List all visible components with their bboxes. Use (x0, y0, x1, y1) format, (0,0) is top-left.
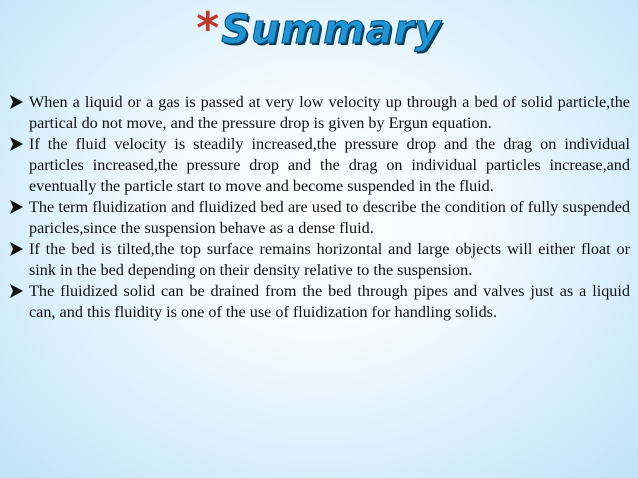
bullet-text: The fluidized solid can be drained from the bed through pipes and valves just as a liquid can, and this fluidity is one of the use of fluidization for handling solids. (29, 282, 630, 321)
bullet-item (9, 239, 630, 281)
bullet-item (9, 281, 630, 323)
title-text: Summary (221, 7, 442, 53)
arrowhead-bullet-icon (9, 200, 24, 214)
bullet-item (9, 134, 630, 197)
arrowhead-bullet-icon (9, 284, 24, 298)
bullet-item (9, 92, 630, 134)
bullet-text: If the bed is tilted,the top surface remains horizontal and large objects will either float or sink in the bed depending on their density relative to the suspension. (29, 240, 630, 279)
slide-title (0, 2, 638, 58)
arrowhead-bullet-icon (9, 95, 24, 109)
title-star-icon: * (196, 3, 220, 54)
bullet-list (9, 92, 630, 323)
arrowhead-bullet-icon (9, 137, 24, 151)
bullet-text: If the fluid velocity is steadily increased,the pressure drop and the drag on individual particles increased,the pressure drop and the drag on individual particles increase,and eventually the particle start to move and become suspended in the fluid. (29, 135, 630, 195)
bullet-item (9, 197, 630, 239)
bullet-text: The term fluidization and fluidized bed are used to describe the condition of fully suspended paricles,since the suspension behave as a dense fluid. (29, 198, 630, 237)
bullet-text: When a liquid or a gas is passed at very low velocity up through a bed of solid particle,the partical do not move, and the pressure drop is given by Ergun equation. (29, 93, 630, 132)
arrowhead-bullet-icon (9, 242, 24, 256)
